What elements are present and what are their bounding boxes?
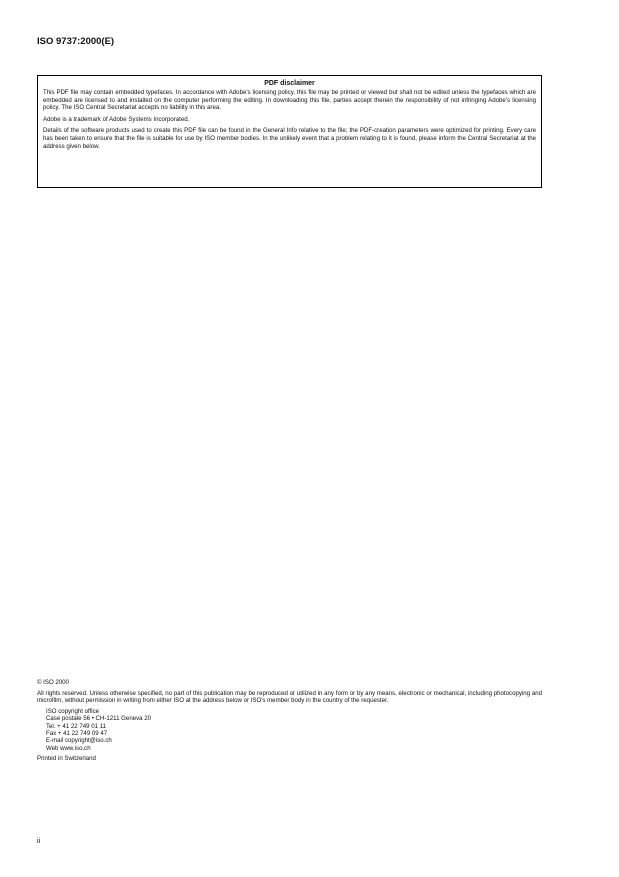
address-line: Web www.iso.ch [46,744,91,752]
disclaimer-title: PDF disclaimer [264,80,315,87]
pdf-disclaimer-box [37,75,542,188]
page-number: ii [37,838,41,845]
document-id-header: ISO 9737:2000(E) [37,36,115,47]
rights-statement: All rights reserved. Unless otherwise specified, no part of this publication may be reproduced or utilized in any form or by any means, electronic or mechanical, including photocopying and microfilm, without permission in writing from either ISO at the address below or ISO's member body in the country of the requester. [37,689,542,705]
address-line: Case postale 56 • CH-1211 Geneva 20 [46,715,152,723]
printed-in: Printed in Switzerland [37,755,96,763]
copyright-office-address [37,708,542,752]
address-line: E-mail copyright@iso.ch [46,737,112,745]
address-line: Fax + 41 22 749 09 47 [46,730,108,737]
address-line: Tel. + 41 22 749 01 11 [46,722,107,730]
disclaimer-paragraph: This PDF file may contain embedded typefaces. In accordance with Adobe's licensing policy, this file may be printed or viewed but shall not be edited unless the typefaces which are embedded are licensed to and installed on the computer performing the editing. In downloading this file, parties accept therein the responsibility of not infringing Adobe's licensing policy. The ISO Central Secretariat accepts no liability in this area. [43,89,536,112]
disclaimer-paragraph: Adobe is a trademark of Adobe Systems Incorporated. [43,115,190,123]
copyright-line: © ISO 2000 [37,679,69,686]
disclaimer-paragraph: Details of the software products used to create this PDF file can be found in the General Info relative to the file; the PDF-creation parameters were optimized for printing. Every care has been taken to ensure that the file is suitable for use by ISO member bodies. In the unlikely event that a problem relating to it is found, please inform the Central Secretariat at the address given below. [43,127,536,150]
address-line: ISO copyright office [46,707,100,715]
copyright-section [37,679,542,763]
